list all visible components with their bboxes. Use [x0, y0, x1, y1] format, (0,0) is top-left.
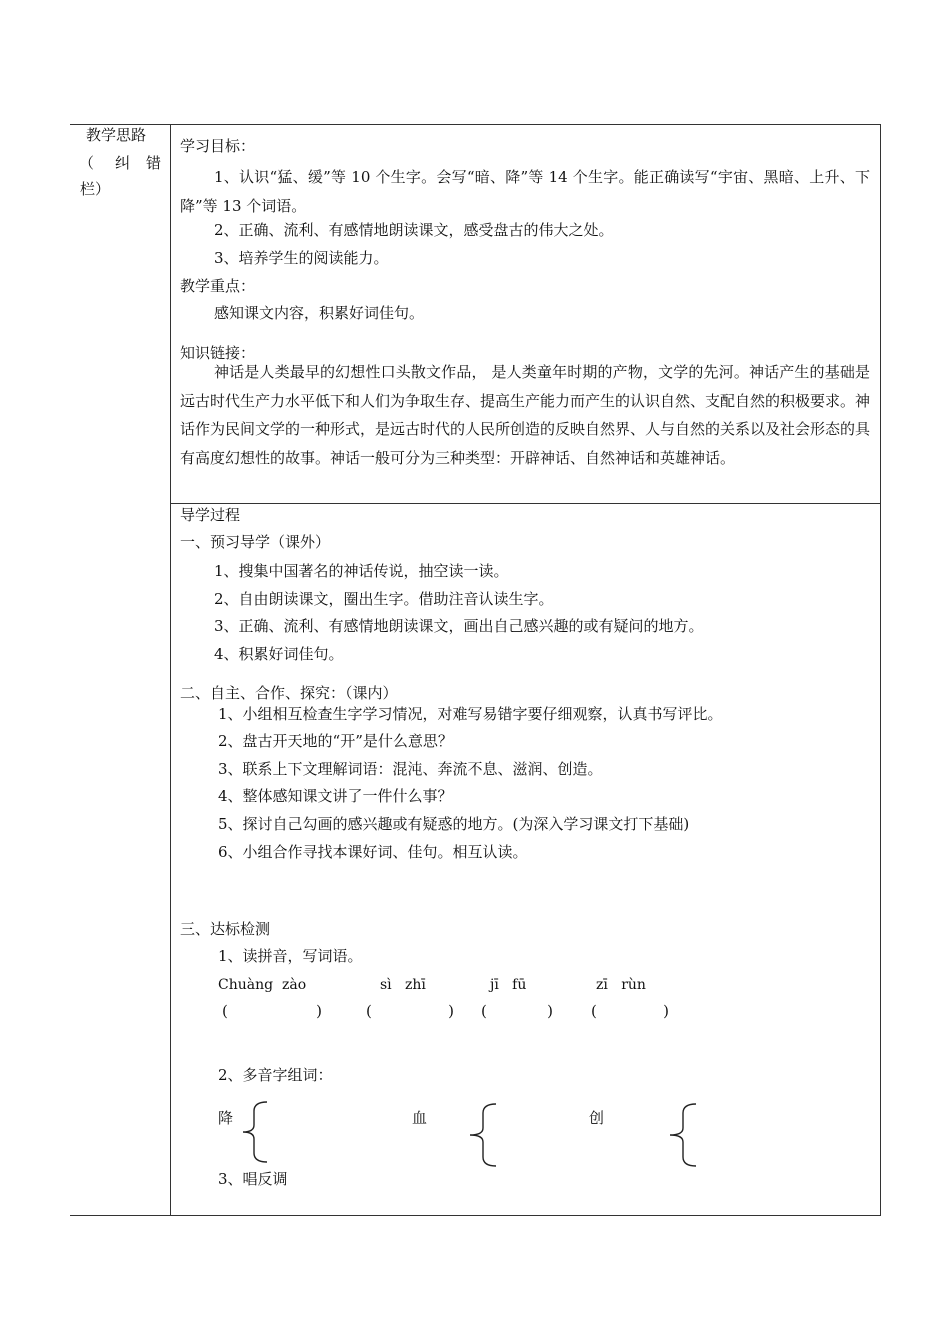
polyphonic-char: 降: [218, 1109, 234, 1127]
column-divider: [170, 124, 171, 1216]
focus-heading: 教学重点：: [180, 277, 256, 295]
answer-blank[interactable]: ( ): [481, 1002, 553, 1020]
part3-title: 三、达标检测: [180, 920, 271, 938]
list-item: 4、整体感知课文讲了一件什么事？: [218, 787, 453, 805]
list-item: 1、搜集中国著名的神话传说，抽空读一读。: [214, 562, 509, 580]
left-brace-icon: [240, 1101, 270, 1163]
pinyin-word: jī fū: [490, 977, 527, 993]
knowledge-text: 神话是人类最早的幻想性口头散文作品， 是人类童年时期的产物，文学的先河。神话产生的基础是远古时代生产力水平低下和人们为争取生存、提高生产能力而产生的认识自然、支配自然的积极要求。神话作为民间文学的一种形式，是远古时代的人民所创造的反映自然界、人与自然的关系以及社会形态的具有高度幻想性的故事。神话一般可分为三种类型：开辟神话、自然神话和英雄神话。: [180, 363, 871, 467]
focus-text: 感知课文内容，积累好词佳句。: [214, 304, 425, 322]
list-item: 3、正确、流利、有感情地朗读课文，画出自己感兴趣的或有疑问的地方。: [214, 617, 704, 635]
polyphonic-char: 创: [589, 1109, 605, 1127]
list-item: 2、盘古开天地的“开”是什么意思？: [218, 732, 453, 750]
table-top-border: [70, 124, 881, 125]
list-item: 5、探讨自己勾画的感兴趣或有疑惑的地方。(为深入学习课文打下基础): [218, 815, 690, 833]
objective-2: 2、正确、流利、有感情地朗读课文，感受盘古的伟大之处。: [214, 221, 614, 239]
pinyin-word: sì zhī: [380, 977, 426, 993]
knowledge-heading: 知识链接：: [180, 344, 256, 362]
part1-title: 一、预习导学（课外）: [180, 533, 331, 551]
question-1-title: 1、读拼音，写词语。: [218, 947, 363, 965]
list-item: 2、自由朗读课文，圈出生字。借助注音认读生字。: [214, 590, 554, 608]
answer-blank[interactable]: ( ): [366, 1002, 454, 1020]
pinyin-word: Chuàng zào: [218, 977, 307, 993]
left-brace-icon: [467, 1103, 499, 1167]
left-column-note-close: 栏）: [80, 180, 111, 198]
objective-3: 3、培养学生的阅读能力。: [214, 249, 389, 267]
left-column-note-open: （: [79, 154, 95, 172]
pinyin-word: zī rùn: [596, 977, 646, 993]
polyphonic-char: 血: [412, 1109, 428, 1127]
list-item: 4、积累好词佳句。: [214, 645, 344, 663]
list-item: 1、小组相互检查生字学习情况，对难写易错字要仔细观察，认真书写评比。: [218, 705, 723, 723]
question-3-title: 3、唱反调: [218, 1170, 288, 1188]
guide-heading: 导学过程: [180, 506, 241, 524]
left-column-note-char: 纠: [115, 154, 131, 172]
objectives-heading: 学习目标：: [180, 137, 256, 155]
left-column-title: 教学思路: [86, 126, 147, 144]
answer-blank[interactable]: ( ): [591, 1002, 669, 1020]
list-item: 6、小组合作寻找本课好词、佳句。相互认读。: [218, 843, 528, 861]
question-2-title: 2、多音字组词：: [218, 1066, 333, 1084]
row-divider: [171, 503, 881, 504]
list-item: 3、联系上下文理解词语：混沌、奔流不息、滋润、创造。: [218, 760, 603, 778]
table-right-border: [880, 124, 881, 1216]
table-bottom-border: [70, 1215, 881, 1216]
objective-1: 1、认识“猛、缓”等 10 个生字。会写“暗、降”等 14 个生字。能正确读写“宇宙、黑暗、上升、下降”等 13 个词语。: [180, 168, 870, 215]
answer-blank[interactable]: ( ): [222, 1002, 322, 1020]
left-column-note-char: 错: [146, 154, 162, 172]
left-brace-icon: [667, 1103, 699, 1167]
part2-title: 二、自主、合作、探究：（课内）: [180, 684, 398, 702]
